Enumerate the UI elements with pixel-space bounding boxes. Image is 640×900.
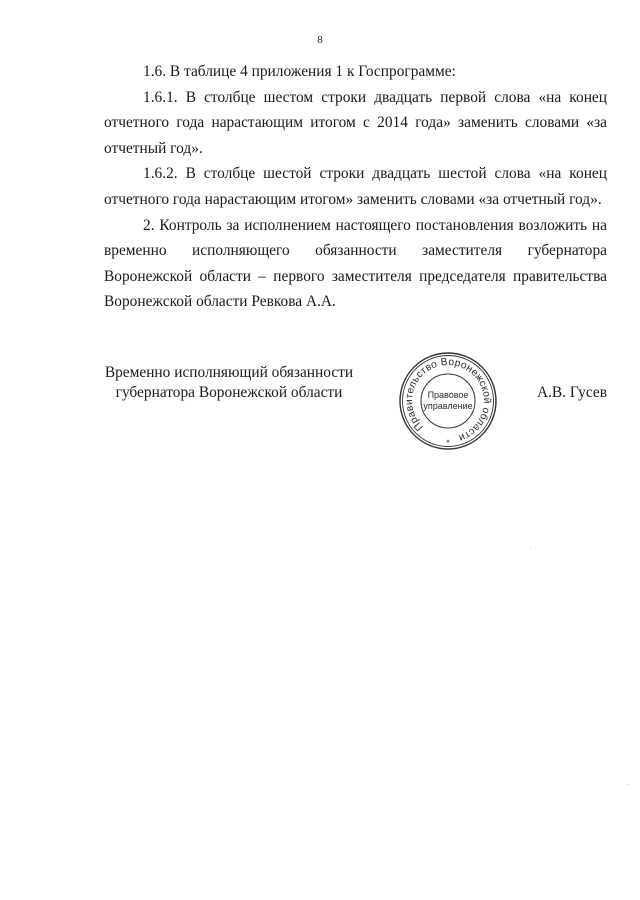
paragraph-1-6-1: 1.6.1. В столбце шестом строки двадцать первой слова «на конец отчетного года нарастающим итогом с 2014 года» заменить словами «за отчетный год». bbox=[104, 88, 607, 157]
stamp-center-line-1: Правовое bbox=[427, 390, 469, 400]
paragraph-1-6: 1.6. В таблице 4 приложения 1 к Госпрограмме: bbox=[143, 63, 456, 80]
official-stamp bbox=[396, 349, 500, 453]
signer-title-line-2: губернатора Воронежской области bbox=[115, 384, 343, 401]
signer-title bbox=[104, 363, 354, 403]
signer-name: А.В. Гусев bbox=[536, 384, 607, 401]
signature-block bbox=[104, 356, 607, 448]
stamp-center-line-2: управление bbox=[423, 401, 473, 411]
signer-title-line-1: Временно исполняющий обязанности bbox=[104, 364, 354, 381]
stamp-ring-text: Правительство Воронежской области bbox=[403, 356, 493, 444]
paragraph-1-6-2: 1.6.2. В столбце шестой строки двадцать шестой слова «на конец отчетного года нарастающим итогом» заменить словами «за отчетный год». bbox=[104, 165, 607, 208]
scan-speck bbox=[530, 548, 531, 549]
paragraph-2: 2. Контроль за исполнением настоящего постановления возложить на временно исполняющего обязанности заместителя губернатора Воронежской области – первого заместителя председателя правительства Воронежской области Ревкова А.А. bbox=[104, 216, 607, 311]
document-body bbox=[104, 59, 607, 315]
scan-speck bbox=[628, 784, 629, 785]
page-number: 8 bbox=[317, 34, 323, 46]
stamp-star-mark: * bbox=[446, 438, 450, 448]
